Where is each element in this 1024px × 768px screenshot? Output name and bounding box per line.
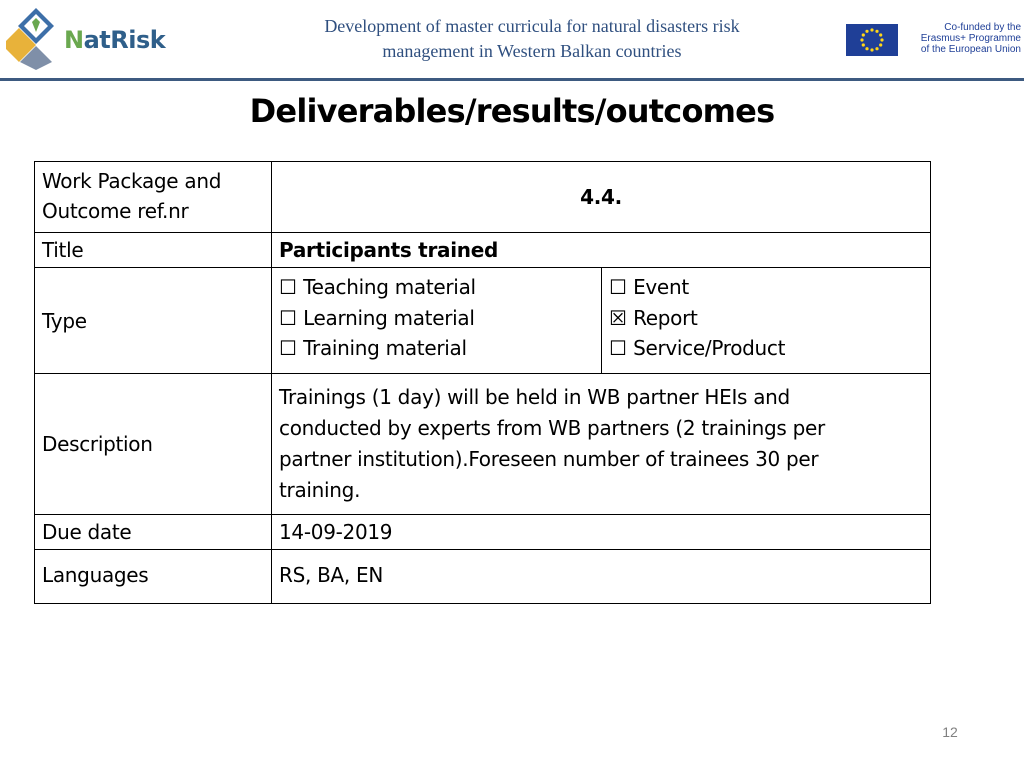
checked-checkbox-icon[interactable]: ☒ <box>609 305 627 330</box>
type-option-service-product[interactable] <box>609 333 923 364</box>
project-title-line-1: Development of master curricula for natural disasters risk <box>324 16 740 36</box>
type-option-label: Event <box>633 275 689 299</box>
type-option-training[interactable] <box>279 333 594 364</box>
type-option-label: Teaching material <box>303 275 476 299</box>
work-package-label-line-2: Outcome ref.nr <box>42 199 189 223</box>
type-option-label: Learning material <box>303 305 475 330</box>
description-label: Description <box>35 374 272 515</box>
slide-title: Deliverables/results/outcomes <box>249 92 775 130</box>
type-option-label: Report <box>633 305 698 330</box>
table-row-description <box>35 374 931 515</box>
checkbox-icon[interactable]: ☐ <box>609 336 627 360</box>
eu-text-line-2: Erasmus+ Programme <box>920 33 1021 44</box>
header-divider <box>0 78 1024 81</box>
type-option-learning[interactable] <box>279 303 594 334</box>
languages-label: Languages <box>35 550 272 604</box>
project-title <box>262 14 802 64</box>
checkbox-icon[interactable]: ☐ <box>279 336 297 360</box>
due-date-label: Due date <box>35 515 272 550</box>
eu-flag-icon <box>846 24 898 56</box>
title-label: Title <box>35 233 272 268</box>
logo-wordmark: NatRisk <box>64 26 166 54</box>
eu-cofunding-text <box>906 22 1021 55</box>
checkbox-icon[interactable]: ☐ <box>609 275 627 299</box>
title-value: Participants trained <box>272 233 931 268</box>
type-option-report[interactable] <box>609 303 923 334</box>
table-row-work-package <box>35 162 931 233</box>
natrisk-logo <box>6 6 166 70</box>
slide-header <box>0 0 1024 80</box>
table-row-title <box>35 233 931 268</box>
work-package-label <box>35 162 272 233</box>
natrisk-emblem-icon <box>6 6 66 70</box>
eu-cofunding-logo <box>846 22 1021 58</box>
languages-value: RS, BA, EN <box>272 550 931 604</box>
table-row-languages <box>35 550 931 604</box>
type-option-event[interactable] <box>609 272 923 303</box>
type-options-right <box>602 268 931 374</box>
checkbox-icon[interactable]: ☐ <box>279 275 297 299</box>
type-option-label: Training material <box>303 336 467 360</box>
eu-text-line-1: Co-funded by the <box>944 22 1021 33</box>
type-option-teaching[interactable] <box>279 272 594 303</box>
checkbox-icon[interactable]: ☐ <box>279 305 297 330</box>
table-row-type <box>35 268 931 374</box>
due-date-value: 14-09-2019 <box>272 515 931 550</box>
type-options-left <box>272 268 602 374</box>
eu-text-line-3: of the European Union <box>920 44 1021 55</box>
page-number: 12 <box>942 724 958 740</box>
work-package-value: 4.4. <box>272 162 931 233</box>
type-option-label: Service/Product <box>633 336 786 360</box>
description-value: Trainings (1 day) will be held in WB partner HEIs and conducted by experts from WB partners (2 trainings per partner institution).Foreseen number of trainees 30 per training. <box>272 374 931 515</box>
table-row-due-date <box>35 515 931 550</box>
project-title-line-2: management in Western Balkan countries <box>382 41 682 61</box>
work-package-label-line-1: Work Package and <box>42 169 222 193</box>
type-label: Type <box>35 268 272 374</box>
deliverables-table <box>34 161 931 604</box>
